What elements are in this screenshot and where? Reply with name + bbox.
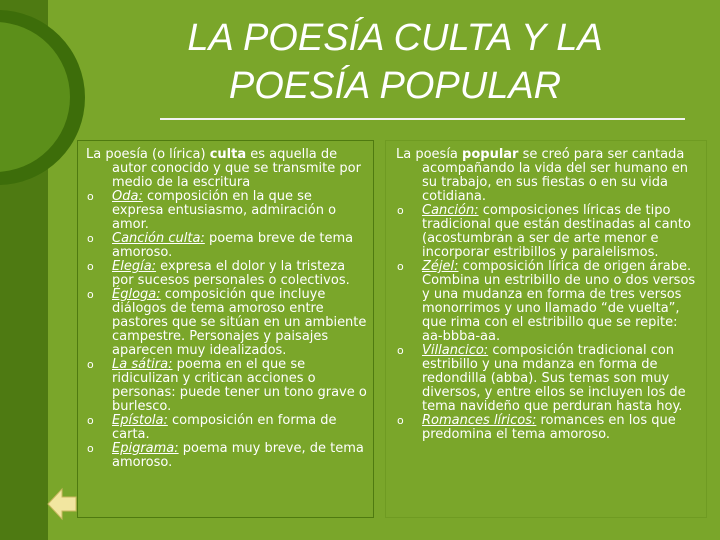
list-item [396,414,700,442]
item-term: Epigrama: [112,441,179,456]
bullet-icon: o [87,232,94,245]
intro-text-rest: es aquella de autor conocido y que se transmite por medio de la escritura [112,147,361,190]
popular-column [385,140,707,518]
list-item [86,414,367,442]
item-text: composición que incluye diálogos de tema amoroso entre pastores que se sitúan en un ambiente campestre. Personajes y paisajes aparecen muy idealizados. [112,287,367,358]
bullet-icon: o [397,344,404,357]
item-term: Canción culta: [112,231,205,246]
list-item [86,232,367,260]
item-text: romances en los que predomina el tema amoroso. [422,413,676,442]
item-term: Zéjel: [422,259,459,274]
bullet-icon: o [87,442,94,455]
item-term: Villancico: [422,343,489,358]
item-term: Oda: [112,189,143,204]
bullet-icon: o [397,414,404,427]
title-divider [160,118,685,120]
item-term: Canción: [422,203,479,218]
culta-intro [86,148,367,190]
list-item [86,288,367,358]
item-text: composiciones líricas de tipo tradicional que están destinadas al canto (acostumbran a ser de arte menor e incorporar estribillos y paralelismos. [422,203,691,260]
intro-bold: culta [209,147,247,162]
item-text: poema muy breve, de tema amoroso. [112,441,364,470]
intro-bold: popular [462,147,519,162]
bullet-icon: o [397,204,404,217]
bullet-icon: o [397,260,404,273]
bullet-icon: o [87,260,94,273]
list-item [396,260,700,344]
slide-title [130,14,660,110]
bullet-icon: o [87,414,94,427]
intro-text: La poesía [396,147,463,162]
list-item [86,358,367,414]
list-item [86,190,367,232]
list-item [396,204,700,260]
item-term: Égloga: [112,287,161,302]
bullet-icon: o [87,190,94,203]
item-text: composición tradicional con estribillo y una mdanza en forma de redondilla (abba). Sus temas son muy diversos, y entre ellos se incluyen los de tema navideño que perduran hasta hoy. [422,343,686,414]
item-text: expresa el dolor y la tristeza por sucesos personales o colectivos. [112,259,350,288]
back-arrow-icon[interactable] [47,487,77,521]
list-item [396,344,700,414]
title-line-1: LA POESÍA CULTA Y LA [187,17,603,59]
item-term: Epístola: [112,413,168,428]
item-text: composición lírica de origen árabe. Combina un estribillo de uno o dos versos y una mudanza en forma de tres versos monorrimos y uno llamado “de vuelta”, que rima con el estribillo que se repite: aa-bbba-aa. [422,259,696,344]
item-term: Elegía: [112,259,157,274]
item-term: Romances líricos: [422,413,537,428]
item-text: composición en forma de carta. [112,413,337,442]
item-text: poema en el que se ridiculizan y critican acciones o personas: puede tener un tono grave o burlesco. [112,357,367,414]
popular-list [396,204,700,442]
intro-text-rest: se creó para ser cantada acompañando la vida del ser humano en su trabajo, en sus fiestas o en su vida cotidiana. [422,147,689,204]
intro-text: La poesía (o lírica) [86,147,210,162]
title-line-2: POESÍA POPULAR [228,65,562,107]
list-item [86,442,367,470]
item-text: poema breve de tema amoroso. [112,231,354,260]
bullet-icon: o [87,358,94,371]
item-text: composición en la que se expresa entusiasmo, admiración o amor. [112,189,337,232]
culta-column [77,140,374,518]
popular-intro [396,148,700,204]
culta-list [86,190,367,470]
list-item [86,260,367,288]
bullet-icon: o [87,288,94,301]
item-term: La sátira: [112,357,173,372]
